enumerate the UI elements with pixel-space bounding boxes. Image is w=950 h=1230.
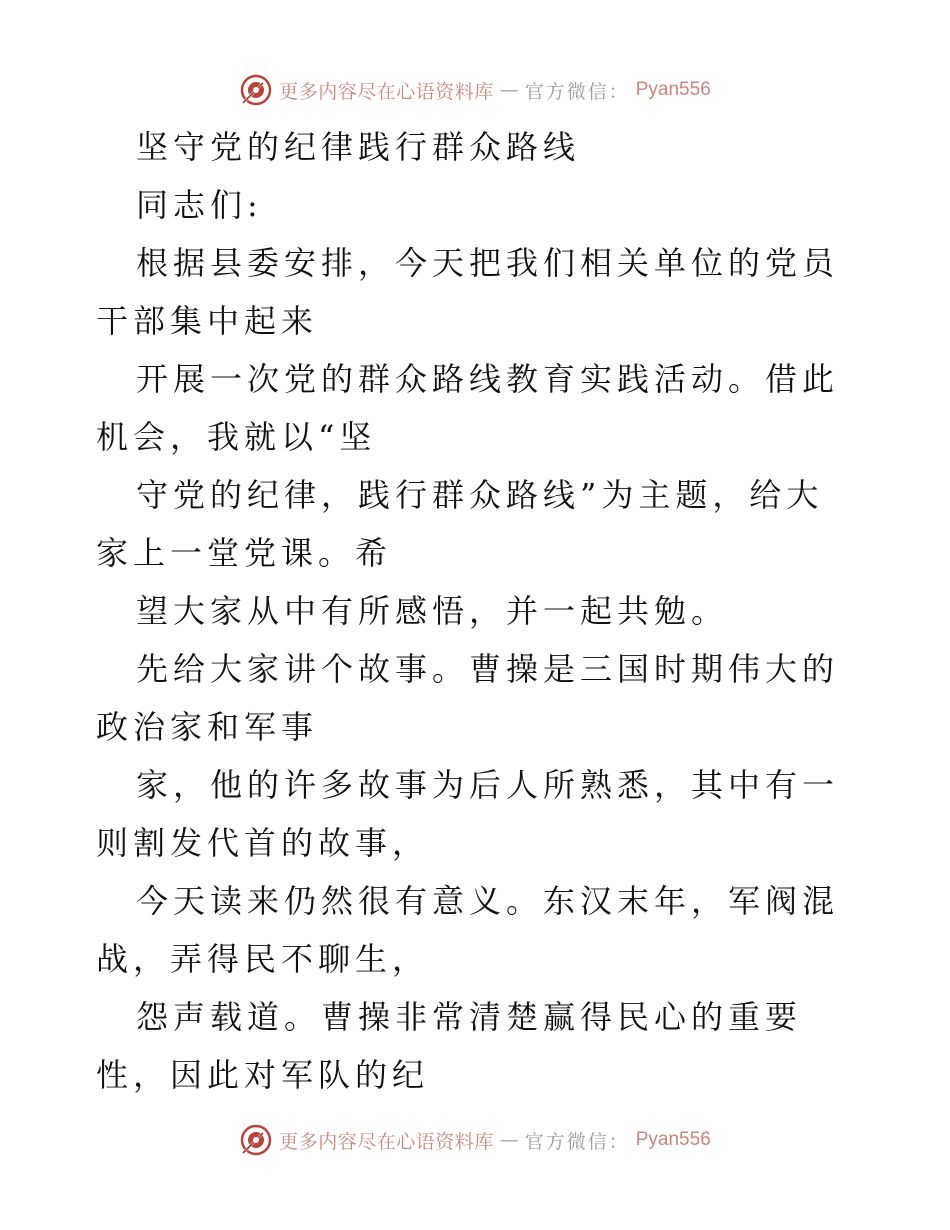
paragraph-line: 守党的纪律，践行群众路线”为主题，给大家上一堂党课。希 [96,476,824,572]
document-body [96,118,856,1104]
watermark-site-text: 更多内容尽在心语资料库 [279,80,494,103]
watermark-separator: — [499,79,519,101]
paragraph-line: 根据县委安排，今天把我们相关单位的党员干部集中起来 [96,244,840,340]
document-title: 坚守党的纪律践行群众路线 [136,128,581,166]
watermark-wechat-id: Pyan556 [635,79,711,100]
paragraph-line: 怨声载道。曹操非常清楚赢得民心的重要性，因此对军队的纪 [96,998,803,1094]
quill-seal-logo-icon [239,1123,273,1157]
footer-watermark [0,1120,950,1160]
paragraph-line: 先给大家讲个故事。曹操是三国时期伟大的政治家和军事 [96,650,840,746]
watermark-separator: — [499,1129,519,1151]
header-watermark [0,70,950,110]
paragraph-line: 家，他的许多故事为后人所熟悉，其中有一则割发代首的故事， [96,766,840,862]
salutation: 同志们: [136,186,263,224]
paragraph-line: 开展一次党的群众路线教育实践活动。借此机会，我就以“坚 [96,360,840,456]
watermark-wechat-label: 官方微信： [524,1130,630,1153]
watermark-wechat-id: Pyan556 [635,1129,711,1150]
paragraph-line: 今天读来仍然很有意义。东汉末年，军阀混战，弄得民不聊生， [96,882,840,978]
watermark-wechat-label: 官方微信： [524,80,630,103]
watermark-site-text: 更多内容尽在心语资料库 [279,1130,494,1153]
paragraph-line: 望大家从中有所感悟，并一起共勉。 [136,592,729,630]
quill-seal-logo-icon [239,73,273,107]
